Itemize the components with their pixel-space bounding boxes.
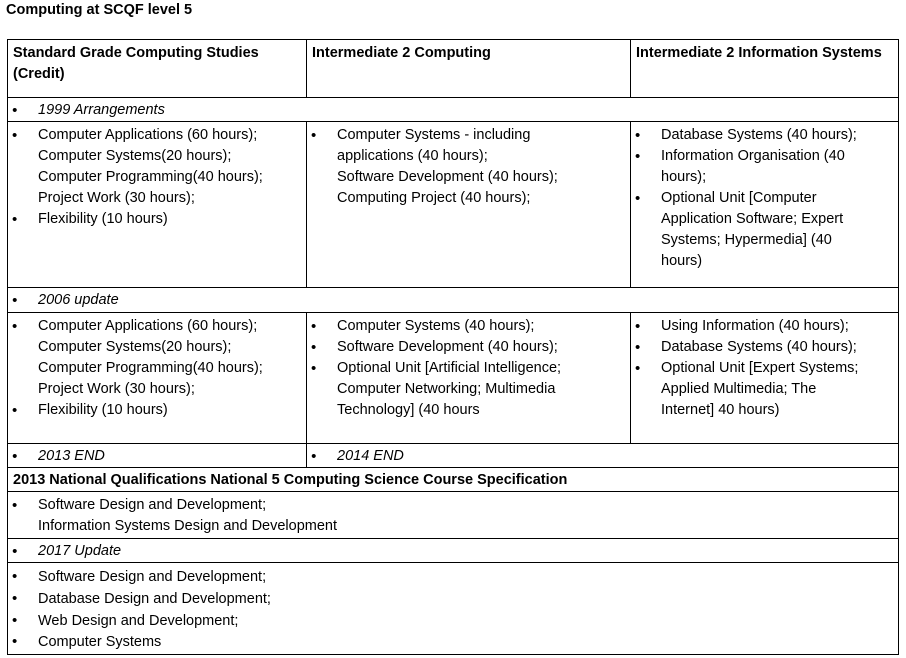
cell-1999-standard-grade	[8, 122, 306, 287]
list-item	[631, 188, 898, 272]
line: Computer Programming(40 hours);	[38, 360, 263, 376]
label-2017-update: • 2017 Update	[8, 541, 898, 562]
list-item: • Using Information (40 hours);	[631, 316, 898, 337]
cell-2006-int2-computing	[306, 313, 630, 443]
line: • Optional Unit [Artificial Intelligence;	[337, 360, 562, 376]
cell-1999-int2-info-systems	[630, 122, 898, 287]
nq-2013-content-row	[7, 492, 899, 539]
list-item: • Flexibility (10 hours)	[8, 209, 306, 230]
list-item	[631, 358, 898, 421]
line: • Optional Unit [Expert Systems;	[661, 360, 859, 376]
line: Applied Multimedia; The	[661, 381, 817, 397]
nq-2013-heading-row	[7, 468, 899, 492]
cell-2006-standard-grade	[8, 313, 306, 443]
line: hours)	[661, 253, 703, 269]
line: • Computer Systems - including	[337, 127, 531, 143]
line: Computer Networking; Multimedia	[337, 381, 556, 397]
line: Project Work (30 hours);	[38, 190, 195, 206]
label-2006-update: • 2006 update	[8, 290, 898, 311]
list-item	[631, 146, 898, 188]
list-item	[307, 125, 630, 209]
nq-2013-heading: 2013 National Qualifications National 5 Computing Science Course Specification	[13, 472, 568, 488]
label-2013-end: • 2013 END	[8, 446, 306, 467]
line: • Computer Applications (60 hours);	[38, 318, 258, 334]
line: • Information Organisation (40	[661, 148, 845, 164]
cell-1999-int2-computing	[306, 122, 630, 287]
list-item	[8, 495, 898, 537]
header-row	[7, 39, 899, 98]
line: Technology] (40 hours	[337, 402, 480, 418]
line: Systems; Hypermedia] (40	[661, 232, 832, 248]
line: applications (40 hours);	[337, 148, 488, 164]
list-item: • Database Systems (40 hours);	[631, 337, 898, 358]
list-item	[307, 358, 630, 421]
line: • Computer Applications (60 hours);	[38, 127, 258, 143]
line: Project Work (30 hours);	[38, 381, 195, 397]
line: Computer Systems(20 hours);	[38, 148, 232, 164]
list-item: • Software Design and Development;	[8, 566, 898, 588]
list-item	[8, 316, 306, 400]
list-item: • Software Development (40 hours);	[307, 337, 630, 358]
line: Computer Programming(40 hours);	[38, 169, 263, 185]
line: Information Systems Design and Development	[38, 518, 338, 534]
list-item: • Database Systems (40 hours);	[631, 125, 898, 146]
list-item: • Web Design and Development;	[8, 610, 898, 632]
line: Internet] 40 hours)	[661, 402, 780, 418]
end-row	[7, 444, 899, 468]
list-item: • Database Design and Development;	[8, 588, 898, 610]
cell-2013-end	[8, 444, 306, 467]
label-2014-end: • 2014 END	[307, 446, 898, 467]
label-row-2006	[7, 288, 899, 313]
cell-2014-end	[306, 444, 898, 467]
line: • Optional Unit [Computer	[661, 190, 817, 206]
list-item	[8, 125, 306, 209]
line: Software Development (40 hours);	[337, 169, 558, 185]
cell-2006-int2-info-systems	[630, 313, 898, 443]
list-item: • Flexibility (10 hours)	[8, 400, 306, 421]
line: • Software Design and Development;	[38, 497, 267, 513]
line: hours);	[661, 169, 707, 185]
label-1999-arrangements: • 1999 Arrangements	[8, 100, 898, 121]
label-row-2017	[7, 539, 899, 563]
line: Application Software; Expert	[661, 211, 844, 227]
content-row-1999	[7, 122, 899, 288]
line: Computer Systems(20 hours);	[38, 339, 232, 355]
header-standard-grade: Standard Grade Computing Studies (Credit)	[13, 45, 259, 82]
header-int2-computing: Intermediate 2 Computing	[306, 40, 630, 97]
list-item: • Computer Systems	[8, 632, 898, 652]
list-item: • Computer Systems (40 hours);	[307, 316, 630, 337]
page-title: Computing at SCQF level 5	[6, 2, 193, 18]
content-row-2017	[7, 563, 899, 655]
label-row-1999	[7, 98, 899, 122]
header-int2-info-systems: Intermediate 2 Information Systems	[630, 40, 898, 97]
content-row-2006	[7, 313, 899, 444]
line: Computing Project (40 hours);	[337, 190, 531, 206]
